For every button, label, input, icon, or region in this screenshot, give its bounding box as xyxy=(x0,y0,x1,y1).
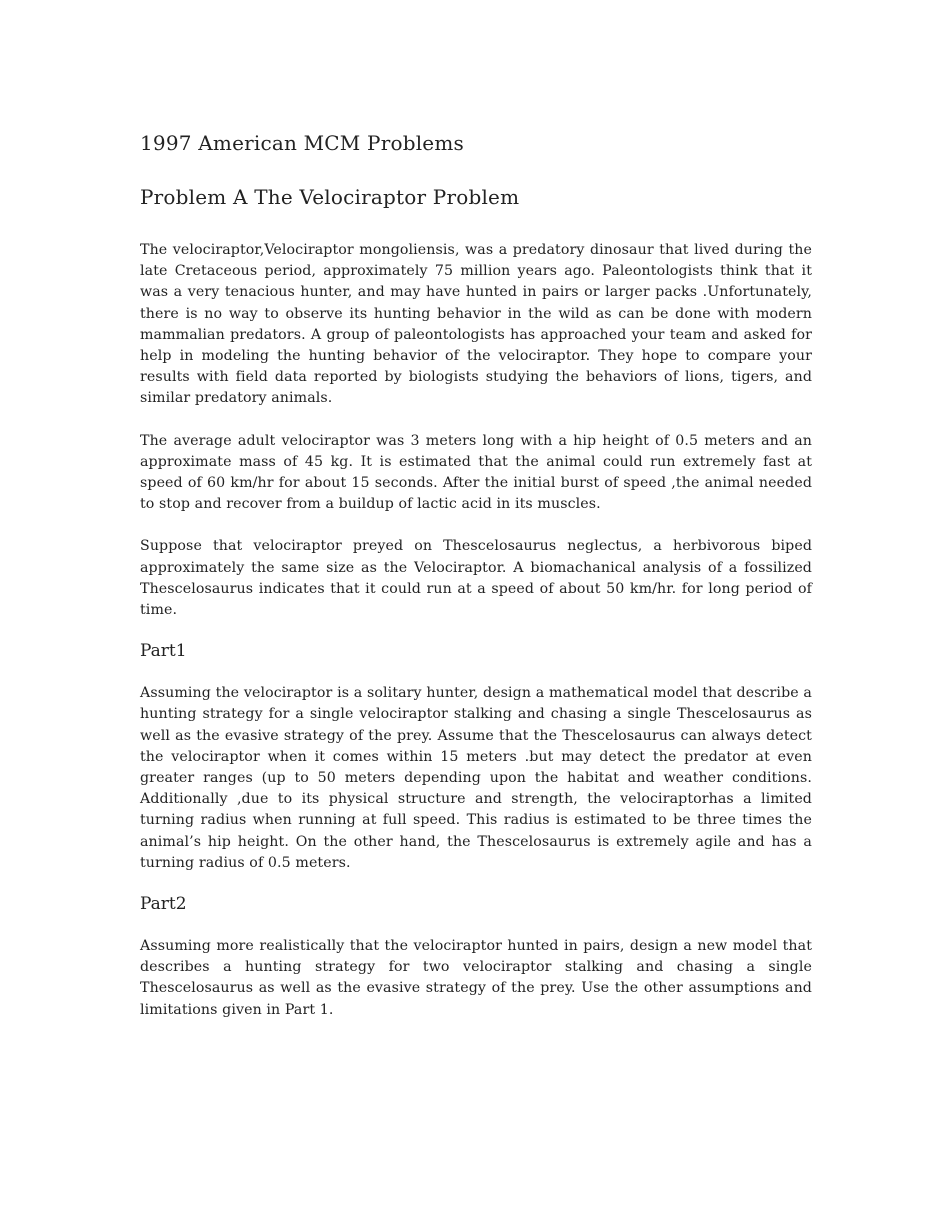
intro-paragraph: The velociraptor,Velociraptor mongoliensis, was a predatory dinosaur that lived during the late Cretaceous period, approximately 75 million years ago. Paleontologists think that it was a very tenacious hunter, and may have hunted in pairs or larger packs .Unfortunately, there is no way to observe its hunting behavior in the wild as can be done with modern mammalian predators. A group of paleontologists has approached your team and asked for help in modeling the hunting behavior of the velociraptor. They hope to compare your results with field data reported by biologists studying the behaviors of lions, tigers, and similar predatory animals. xyxy=(140,242,812,407)
problem-title: Problem A The Velociraptor Problem xyxy=(140,185,520,209)
part1-paragraph: Assuming the velociraptor is a solitary hunter, design a mathematical model that describe a hunting strategy for a single velociraptor stalking and chasing a single Thescelosaurus as well as the evasive strategy of the prey. Assume that the Thescelosaurus can always detect the velociraptor when it comes within 15 meters .but may detect the predator at even greater ranges (up to 50 meters depending upon the habitat and weather conditions. Additionally ,due to its physical structure and strength, the velociraptorhas a limited turning radius when running at full speed. This radius is estimated to be three times the animal’s hip height. On the other hand, the Thescelosaurus is extremely agile and has a turning radius of 0.5 meters. xyxy=(140,685,812,871)
prey-paragraph: Suppose that velociraptor preyed on Thescelosaurus neglectus, a herbivorous biped approximately the same size as the Velociraptor. A biomachanical analysis of a fossilized Thescelosaurus indicates that it could run at a speed of about 50 km/hr. for long period of time. xyxy=(140,538,812,619)
part1-heading: Part1 xyxy=(140,641,187,662)
document-page xyxy=(140,128,812,1021)
document-title: 1997 American MCM Problems xyxy=(140,131,464,155)
part2-heading: Part2 xyxy=(140,894,187,915)
part2-paragraph: Assuming more realistically that the velociraptor hunted in pairs, design a new model that describes a hunting strategy for two velociraptor stalking and chasing a single Thescelosaurus as well as the evasive strategy of the prey. Use the other assumptions and limitations given in Part 1. xyxy=(140,938,812,1018)
velociraptor-stats-paragraph: The average adult velociraptor was 3 meters long with a hip height of 0.5 meters and an approximate mass of 45 kg. It is estimated that the animal could run extremely fast at speed of 60 km/hr for about 15 seconds. After the initial burst of speed ,the animal needed to stop and recover from a buildup of lactic acid in its muscles. xyxy=(140,432,812,513)
